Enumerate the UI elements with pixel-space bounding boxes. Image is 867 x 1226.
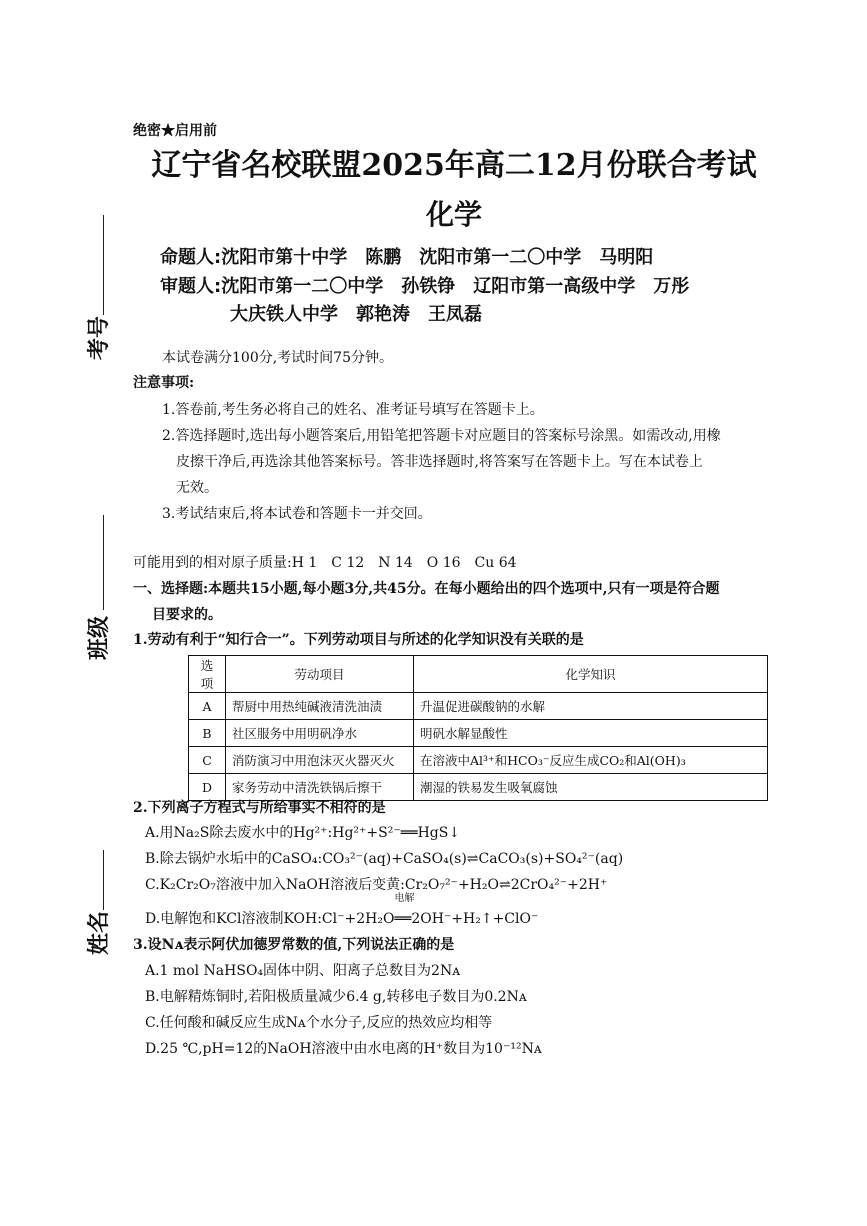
question-3-option-d: D.25 ℃,pH=12的NaOH溶液中由水电离的H⁺数目为10⁻¹²Nᴀ: [145, 1041, 542, 1057]
question-3-option-b: B.电解精炼铜时,若阳极质量减少6.4 g,转移电子数目为0.2Nᴀ: [145, 989, 527, 1005]
equals-arrow: ══: [394, 911, 412, 927]
exam-no-label: 考号: [87, 315, 112, 360]
table-header: 选项: [189, 656, 226, 693]
question-3-option-c: C.任何酸和碱反应生成Nᴀ个水分子,反应的热效应均相等: [145, 1015, 493, 1031]
notes-heading: 注意事项:: [133, 375, 195, 391]
table-cell: 明矾水解显酸性: [414, 720, 768, 747]
class-line: [103, 515, 104, 610]
table-cell: A: [189, 693, 226, 720]
option-d-lhs: D.电解饱和KCl溶液制KOH:Cl⁻+2H₂O: [145, 911, 395, 927]
table-cell: 家务劳动中清洗铁锅后擦干: [226, 774, 414, 801]
subject-title: 化学: [425, 198, 482, 231]
table-header: 化学知识: [414, 656, 768, 693]
name-line: [103, 850, 104, 910]
confidential-mark: 绝密★启用前: [133, 123, 217, 139]
section-heading: 一、选择题:本题共15小题,每小题3分,共45分。在每小题给出的四个选项中,只有一项是符合题: [133, 581, 720, 597]
note-item: 无效。: [176, 480, 218, 496]
table-header: 劳动项目: [226, 656, 414, 693]
reviewer-line-2: 大庆铁人中学 郭艳涛 王凤磊: [230, 304, 482, 325]
question-3-option-a: A.1 mol NaHSO₄固体中阴、阳离子总数目为2Nᴀ: [145, 963, 461, 979]
question-3-stem: 3.设Nᴀ表示阿伏加德罗常数的值,下列说法正确的是: [133, 937, 455, 953]
exam-title: 辽宁省名校联盟2025年高二12月份联合考试: [151, 148, 757, 183]
question-2-option-b: B.除去锅炉水垢中的CaSO₄:CO₃²⁻(aq)+CaSO₄(s)⇌CaCO₃(s)+SO₄²⁻(aq): [145, 851, 624, 867]
option-d-rhs: 2OH⁻+H₂↑+ClO⁻: [411, 911, 539, 927]
note-item: 1.答卷前,考生务必将自己的姓名、准考证号填写在答题卡上。: [162, 402, 544, 418]
question-2-option-c: C.K₂Cr₂O₇溶液中加入NaOH溶液后变黄:Cr₂O₇²⁻+H₂O⇌2CrO₄²⁻+2H⁺: [145, 877, 608, 893]
class-label: 班级: [87, 615, 112, 660]
table-row: [189, 747, 768, 774]
table-cell: 社区服务中用明矾净水: [226, 720, 414, 747]
name-label: 姓名: [87, 910, 112, 955]
question-2-stem: 2.下列离子方程式与所给事实不相符的是: [133, 800, 386, 816]
table-cell: D: [189, 774, 226, 801]
table-cell: B: [189, 720, 226, 747]
electrolysis-condition: 电解: [394, 893, 415, 904]
table-cell: 在溶液中Al³⁺和HCO₃⁻反应生成CO₂和Al(OH)₃: [414, 747, 768, 774]
question-2-option-d: [145, 893, 539, 932]
table-cell: 升温促进碳酸钠的水解: [414, 693, 768, 720]
setter-line: 命题人:沈阳市第十中学 陈鹏 沈阳市第一二〇中学 马明阳: [160, 247, 654, 268]
atomic-masses: 可能用到的相对原子质量:H 1 C 12 N 14 O 16 Cu 64: [133, 555, 517, 571]
table-row: [189, 693, 768, 720]
note-item: 3.考试结束后,将本试卷和答题卡一并交回。: [162, 506, 432, 522]
table-cell: 消防演习中用泡沫灭火器灭火: [226, 747, 414, 774]
table-row: [189, 720, 768, 747]
question-1-stem: 1.劳动有利于“知行合一”。下列劳动项目与所述的化学知识没有关联的是: [133, 632, 584, 648]
section-heading-cont: 目要求的。: [152, 607, 222, 623]
reviewer-line: 审题人:沈阳市第一二〇中学 孙铁铮 辽阳市第一高级中学 万彤: [160, 276, 690, 297]
question-2-option-a: A.用Na₂S除去废水中的Hg²⁺:Hg²⁺+S²⁻══HgS↓: [145, 825, 461, 841]
note-item: 2.答选择题时,选出每小题答案后,用铅笔把答题卡对应题目的答案标号涂黑。如需改动,用橡: [162, 428, 721, 444]
electrolysis-arrow: [394, 893, 415, 932]
note-item: 皮擦干净后,再选涂其他答案标号。答非选择题时,将答案写在答题卡上。写在本试卷上: [176, 454, 703, 470]
table-cell: C: [189, 747, 226, 774]
question-1-table: [188, 655, 768, 801]
score-time: 本试卷满分100分,考试时间75分钟。: [162, 350, 393, 366]
table-cell: 潮湿的铁易发生吸氧腐蚀: [414, 774, 768, 801]
table-cell: 帮厨中用热纯碱液清洗油渍: [226, 693, 414, 720]
